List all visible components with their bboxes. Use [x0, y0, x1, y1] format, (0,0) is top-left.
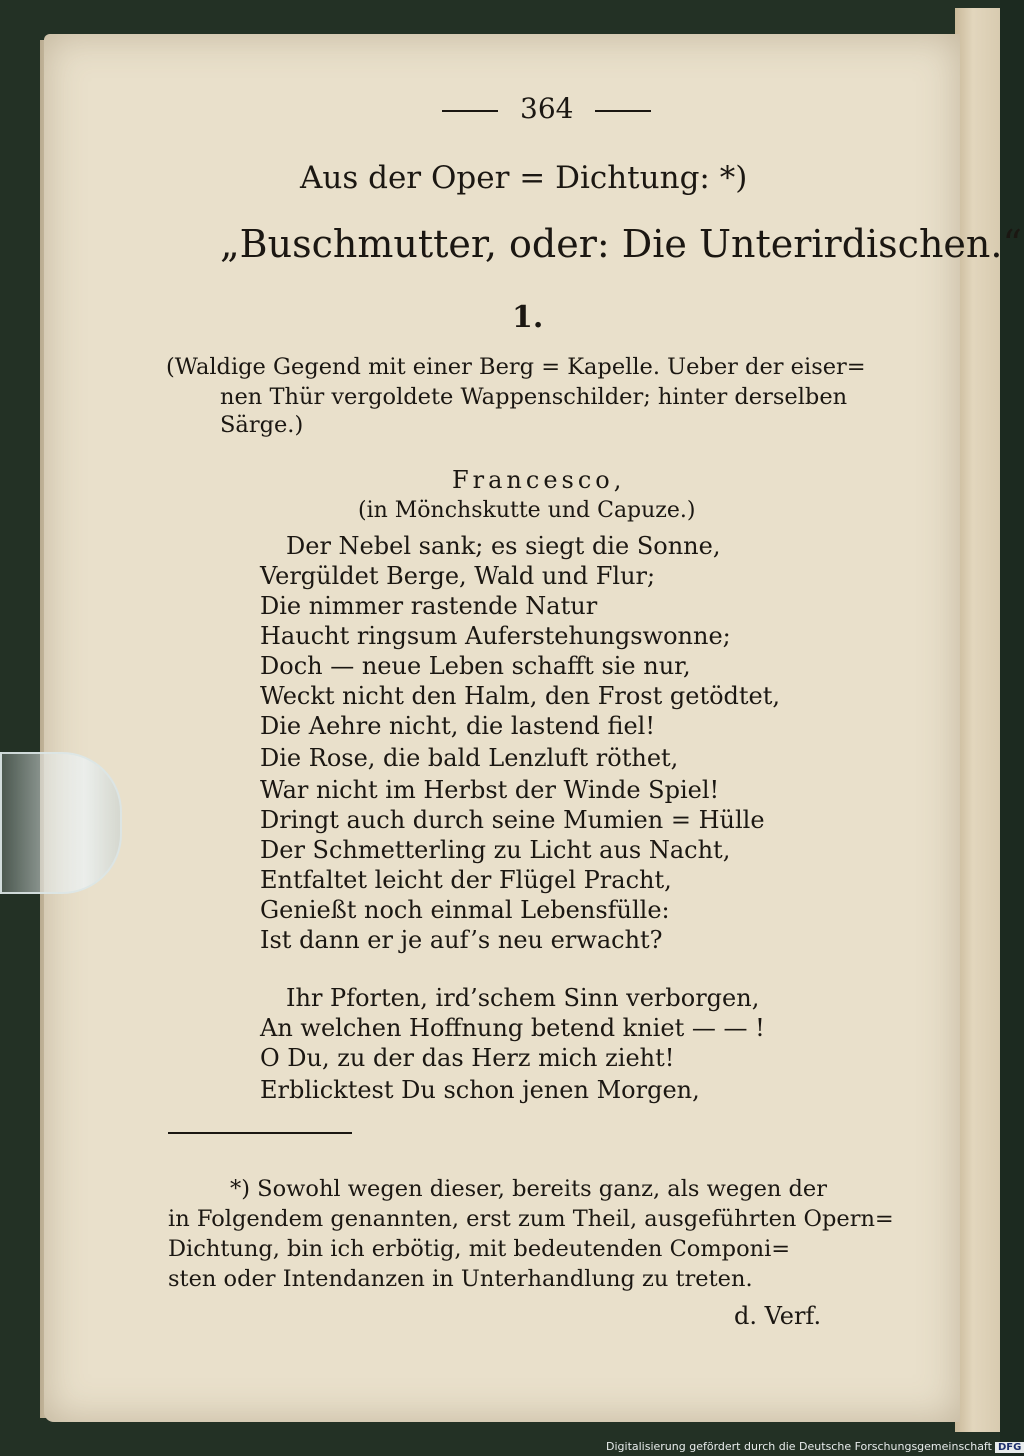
- footnote-rule: [168, 1132, 352, 1134]
- character-name: Francesco,: [452, 466, 626, 494]
- verse-line: Entfaltet leicht der Flügel Pracht,: [260, 866, 672, 894]
- verse-line: Die nimmer rastende Natur: [260, 592, 598, 620]
- verse-line: Ihr Pforten, ird’schem Sinn verborgen,: [286, 984, 760, 1012]
- footnote-line: sten oder Intendanzen in Unterhandlung zu treten.: [168, 1266, 753, 1292]
- verse-line: War nicht im Herbst der Winde Spiel!: [260, 776, 720, 804]
- page-number: 364: [420, 92, 660, 125]
- verse-line: Genießt noch einmal Lebensfülle:: [260, 896, 670, 924]
- verse-line: Ist dann er je auf’s neu erwacht?: [260, 926, 663, 954]
- heading-title: „Buschmutter, oder: Die Unterirdischen.“: [220, 222, 1022, 266]
- verse-line: Vergüldet Berge, Wald und Flur;: [260, 562, 656, 590]
- verse-line: An welchen Hoffnung betend kniet — — !: [260, 1014, 765, 1042]
- verse-line: Haucht ringsum Auferstehungswonne;: [260, 622, 731, 650]
- dfg-logo: DFG: [995, 1442, 1024, 1453]
- verse-line: Die Rose, die bald Lenzluft röthet,: [260, 744, 679, 772]
- stage-direction-line: Särge.): [220, 412, 304, 438]
- stage-direction-line: (Waldige Gegend mit einer Berg = Kapelle. Ueber der eiser=: [166, 354, 866, 380]
- verse-line: Erblicktest Du schon jenen Morgen,: [260, 1076, 700, 1104]
- section-number: 1.: [512, 300, 544, 335]
- digitization-credit: Digitalisierung gefördert durch die Deutsche Forschungsgemeinschaft DFG: [606, 1440, 1024, 1453]
- author-signature: d. Verf.: [734, 1302, 822, 1330]
- heading-opera-poem: Aus der Oper = Dichtung: *): [300, 160, 748, 196]
- page-number-dash-left: [442, 110, 498, 112]
- verse-line: O Du, zu der das Herz mich zieht!: [260, 1044, 675, 1072]
- verse-line: Der Schmetterling zu Licht aus Nacht,: [260, 836, 731, 864]
- verse-line: Dringt auch durch seine Mumien = Hülle: [260, 806, 765, 834]
- footnote-line: *) Sowohl wegen dieser, bereits ganz, als wegen der: [230, 1176, 827, 1202]
- page-holder-clip: [0, 752, 122, 894]
- verse-line: Doch — neue Leben schafft sie nur,: [260, 652, 691, 680]
- verse-line: Der Nebel sank; es siegt die Sonne,: [286, 532, 721, 560]
- page-number-dash-right: [595, 110, 651, 112]
- verse-line: Die Aehre nicht, die lastend fiel!: [260, 712, 655, 740]
- footnote-line: Dichtung, bin ich erbötig, mit bedeutenden Componi=: [168, 1236, 791, 1262]
- footnote-line: in Folgendem genannten, erst zum Theil, ausgeführten Opern=: [168, 1206, 894, 1232]
- stage-direction-line: nen Thür vergoldete Wappenschilder; hinter derselben: [220, 384, 848, 410]
- verse-line: Weckt nicht den Halm, den Frost getödtet,: [260, 682, 781, 710]
- character-direction: (in Mönchskutte und Capuze.): [358, 498, 696, 523]
